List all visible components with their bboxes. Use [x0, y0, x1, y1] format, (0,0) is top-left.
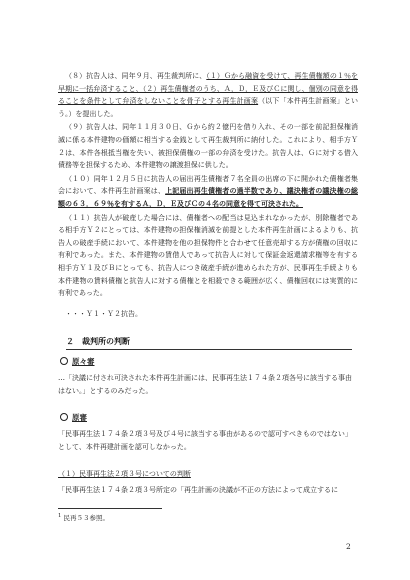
text-run: （１１）抗告人が破産した場合には、債権者への配当は見込まれなかったが、別除権者である相手方Ｙ２にとっては、本件建物の担保権消滅を前提とした本件再生計画によるよりも、抗告人の破産手続において、本件建物を他の担保物件と合わせて任意売却する方が債権の回収に有利であった。また、本件建物の賃借人であって抗告人に対して保証金返還請求権等を有する相手方Ｙ１及びＢにとっても、抗告人につき破産手続が進められた方が、民事再生手続よりも本件建物の賃料債権と抗告人に対する債権とを相殺できる範囲が広く、債権回収には実質的に有利であった。	[58, 213, 358, 298]
paragraph-p10	[58, 173, 358, 211]
circle-bullet-icon	[60, 413, 68, 421]
text-run: （以下「本件再生計画案」という。）を提出した。	[58, 97, 359, 118]
subheading-label: 原審	[72, 413, 87, 422]
paragraph-p9	[58, 121, 358, 171]
section-heading	[66, 336, 346, 350]
section-heading-rule	[66, 349, 352, 350]
text-run: ・・・Ｙ１・Ｙ２抗告。	[65, 309, 142, 318]
subheading-original-original	[60, 356, 95, 367]
sub1-quote: …「決議に付され可決された本件再生計画には、民事再生法１７４条２項各号に該当する事由はない。」とするのみだった。	[58, 374, 352, 395]
footnote-rule	[58, 508, 162, 509]
circle-bullet-icon	[60, 357, 68, 365]
footnote-text: 民再５３参照。	[63, 514, 110, 523]
page-number: 2	[346, 542, 351, 551]
section-heading-text: ２ 裁判所の判断	[66, 336, 130, 346]
text-run: （１０）同年１２月５日に抗告人の届出再生債権者７名全員の出席の下に開かれた債権者集会において、本件再生計画案は、	[58, 174, 358, 196]
paragraph-p11	[58, 212, 358, 300]
paragraph-p8	[58, 70, 358, 120]
subheading-label: 原々審	[72, 357, 95, 366]
footnote-mark: 1	[58, 513, 62, 519]
text-run: （１）Ｇから融資を受けて、再生債権額の１％を早期に一括弁済すること、（２）再生債権者のうち、Ａ，Ｄ，Ｅ及びＣに関し、個別の同意を得ることを条件として弁済をしないことを骨子とする再生計画案	[58, 72, 359, 106]
paragraph-gap	[58, 301, 358, 308]
item-heading-text: （１）民事再生法２項３号についての判断	[58, 470, 191, 478]
subheading-original	[60, 412, 87, 423]
sub2-quote: 「民事再生法１７４条２項３号及び４号に該当する事由があるので認可すべきものではない」として、本件再建計画を認可しなかった。	[58, 430, 352, 451]
paragraph-pend	[58, 308, 358, 321]
text-run: （８）抗告人は、同年９月、再生裁判所に、	[65, 72, 207, 80]
item-heading	[58, 468, 358, 481]
item-text: 「民事再生法１７４条２項３号所定の「再生計画の決議が不正の方法によって成立するに	[58, 486, 338, 494]
body-text	[58, 70, 358, 321]
text-run: （９）抗告人は、同年１１月３０日、Ｇから約２億円を借り入れ、その一部を前記担保権消滅に係る本件建物の価額に相当する金銭として再生裁判所に納付した。これにより、相手方Ｙ２は、本件各根抵当権を失い、被担保債権の一部の弁済を受けた。抗告人は、Ｇに対する借入債務等を担保するため、本件建物の譲渡担保に供した。	[58, 123, 358, 170]
text-run: 上記届出再生債権者の過半数であり、議決権者の議決権の総額の６３．６９％を有するＡ，Ｄ，Ｅ及びＣの４名の同意を得て可決された。	[58, 186, 358, 208]
footnote	[58, 513, 109, 522]
